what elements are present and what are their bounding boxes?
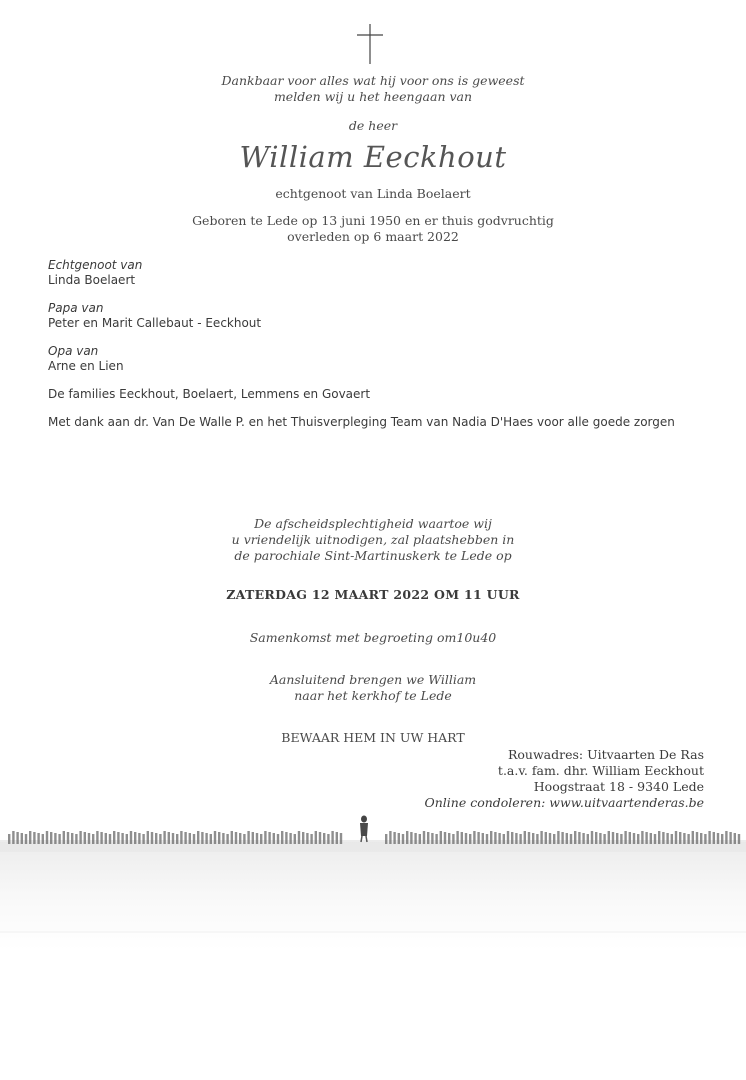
family-label: Echtgenoot van [48, 258, 143, 272]
groyne-post [536, 834, 538, 844]
groyne-post [393, 832, 395, 844]
groyne-post [591, 831, 593, 844]
groyne-post [431, 833, 433, 844]
address-line-1: Rouwadres: Uitvaarten De Ras [507, 747, 704, 762]
groyne-post [92, 834, 94, 844]
intro-text [0, 73, 746, 105]
groyne-post [100, 832, 102, 844]
groyne-post [675, 831, 677, 844]
birth-death-text [0, 213, 746, 245]
family-label: Opa van [48, 344, 99, 358]
groyne-post [440, 831, 442, 844]
groyne-post [147, 831, 149, 844]
spouse-line: echtgenoot van Linda Boelaert [275, 186, 471, 201]
groyne-post [700, 833, 702, 844]
groyne-post [277, 834, 279, 844]
groyne-post [239, 833, 241, 844]
groyne-post [679, 832, 681, 844]
groyne-post [721, 834, 723, 844]
groyne-post [126, 834, 128, 844]
groyne-post [315, 831, 317, 844]
groyne-post [12, 831, 14, 844]
groyne-post [142, 834, 144, 844]
groyne-post [519, 834, 521, 844]
groyne-post [88, 833, 90, 844]
ceremony-date: ZATERDAG 12 MAART 2022 OM 11 UUR [226, 587, 520, 602]
groyne-post [294, 834, 296, 844]
groyne-post [687, 834, 689, 844]
groyne-post [616, 833, 618, 844]
groyne-post [410, 832, 412, 844]
groyne-post [46, 831, 48, 844]
groyne-post [96, 831, 98, 844]
groyne-post [456, 831, 458, 844]
groyne-post [42, 834, 44, 844]
groyne-post [302, 832, 304, 844]
groyne-post [21, 833, 23, 844]
ceremony-line-1: De afscheidsplechtigheid waartoe wij [254, 516, 492, 531]
groyne-post [319, 832, 321, 844]
groyne-post [306, 833, 308, 844]
groyne-post [222, 833, 224, 844]
groyne-post [406, 831, 408, 844]
groyne-post [67, 832, 69, 844]
groyne-post [16, 832, 18, 844]
deceased-name: William Eeckhout [239, 140, 507, 174]
groyne-post [595, 832, 597, 844]
groyne-post [130, 831, 132, 844]
ceremony-line-3: de parochiale Sint-Martinuskerk te Lede op [234, 548, 512, 563]
groyne-post [79, 831, 81, 844]
groyne-post [704, 834, 706, 844]
groyne-post [452, 834, 454, 844]
groyne-post [273, 833, 275, 844]
family-entry-children [48, 301, 261, 331]
groyne-post [189, 833, 191, 844]
groyne-post [398, 833, 400, 844]
groyne-post [331, 831, 333, 844]
groyne-post [218, 832, 220, 844]
groyne-post [608, 831, 610, 844]
groyne-post [553, 834, 555, 844]
groyne-post [25, 834, 27, 844]
groyne-post [511, 832, 513, 844]
groyne-post [235, 832, 237, 844]
groyne-post [113, 831, 115, 844]
groyne-post [121, 833, 123, 844]
family-label: Papa van [48, 301, 104, 315]
groyne-post [197, 831, 199, 844]
groyne-post [566, 833, 568, 844]
family-entry-grandchildren [48, 344, 124, 374]
groyne-post [603, 834, 605, 844]
groyne-post [385, 834, 387, 844]
groyne-post [734, 833, 736, 844]
groyne-post [214, 831, 216, 844]
groyne-post [620, 834, 622, 844]
groyne-post [105, 833, 107, 844]
groyne-post [63, 831, 65, 844]
groyne-post [323, 833, 325, 844]
groyne-post [641, 831, 643, 844]
groyne-post [658, 831, 660, 844]
groyne-post [435, 834, 437, 844]
groyne-post [54, 833, 56, 844]
address-line-4: Online condoleren: www.uitvaartenderas.be [424, 795, 704, 810]
groyne-post [29, 831, 31, 844]
groyne-post [71, 833, 73, 844]
groyne-post [172, 833, 174, 844]
groyne-post [515, 833, 517, 844]
groyne-post [494, 832, 496, 844]
groyne-post [582, 833, 584, 844]
groyne-post [713, 832, 715, 844]
groyne-post [252, 832, 254, 844]
groyne-post [729, 832, 731, 844]
thanks-line: Met dank aan dr. Van De Walle P. en het Thuisverpleging Team van Nadia D'Haes voor alle goede zorgen [48, 415, 675, 429]
groyne-post [205, 833, 207, 844]
groyne-post [155, 833, 157, 844]
groyne-post [578, 832, 580, 844]
groyne-post [176, 834, 178, 844]
groyne-post [37, 833, 39, 844]
groyne-post [193, 834, 195, 844]
groyne-post [692, 831, 694, 844]
groyne-post [84, 832, 86, 844]
groyne-post [33, 832, 35, 844]
groyne-post [427, 832, 429, 844]
groyne-post [645, 832, 647, 844]
groyne-post [587, 834, 589, 844]
groyne-post [184, 832, 186, 844]
groyne-post [574, 831, 576, 844]
groyne-post [532, 833, 534, 844]
groyne-post [336, 832, 338, 844]
groyne-post [256, 833, 258, 844]
groyne-post [490, 831, 492, 844]
burial-line-1: Aansluitend brengen we William [269, 672, 477, 687]
groyne-post [540, 831, 542, 844]
groyne-post [545, 832, 547, 844]
family-entry-spouse [48, 258, 142, 288]
groyne-post [210, 834, 212, 844]
address-line-2: t.a.v. fam. dhr. William Eeckhout [497, 763, 704, 778]
groyne-post [402, 834, 404, 844]
ceremony-line-2: u vriendelijk uitnodigen, zal plaatshebben in [231, 532, 515, 547]
groyne-post [180, 831, 182, 844]
groyne-post [524, 831, 526, 844]
groyne-post [717, 833, 719, 844]
groyne-post [226, 834, 228, 844]
groyne-post [696, 832, 698, 844]
groyne-post [465, 833, 467, 844]
groyne-post [281, 831, 283, 844]
groyne-post [201, 832, 203, 844]
groyne-post [570, 834, 572, 844]
groyne-post [708, 831, 710, 844]
groyne-post [624, 831, 626, 844]
groyne-post [654, 834, 656, 844]
groyne-post [389, 831, 391, 844]
groyne-post [260, 834, 262, 844]
groyne-post [168, 832, 170, 844]
groyne-post [444, 832, 446, 844]
birth-line-1: Geboren te Lede op 13 juni 1950 en er thuis godvruchtig [192, 213, 554, 228]
groyne-post [268, 832, 270, 844]
groyne-post [340, 833, 342, 844]
groyne-post [561, 832, 563, 844]
groyne-post [557, 831, 559, 844]
families-line: De families Eeckhout, Boelaert, Lemmens en Govaert [48, 387, 371, 401]
groyne-post [498, 833, 500, 844]
groyne-post [117, 832, 119, 844]
groyne-post [666, 833, 668, 844]
groyne-post [486, 834, 488, 844]
groyne-post [738, 834, 740, 844]
groyne-post [298, 831, 300, 844]
groyne-post [310, 834, 312, 844]
groyne-post [507, 831, 509, 844]
family-value: Peter en Marit Callebaut - Eeckhout [48, 316, 262, 330]
groyne-post [637, 834, 639, 844]
groyne-post [109, 834, 111, 844]
honorific: de heer [348, 118, 398, 133]
beach-illustration [0, 800, 746, 950]
burial-text [0, 672, 746, 704]
cross-icon [354, 22, 386, 66]
groyne-post [473, 831, 475, 844]
groyne-post [50, 832, 52, 844]
groyne-post [247, 831, 249, 844]
groyne-post [469, 834, 471, 844]
groyne-post [414, 833, 416, 844]
groyne-post [8, 834, 10, 844]
groyne-post [650, 833, 652, 844]
groyne-post [503, 834, 505, 844]
groyne-post [477, 832, 479, 844]
ceremony-text [0, 516, 746, 564]
family-value: Arne en Lien [48, 359, 124, 373]
groyne-post [159, 834, 161, 844]
burial-line-2: naar het kerkhof te Lede [294, 688, 452, 703]
meeting-line: Samenkomst met begroeting om10u40 [249, 630, 497, 645]
groyne-post [725, 831, 727, 844]
birth-line-2: overleden op 6 maart 2022 [287, 229, 459, 244]
groyne-post [662, 832, 664, 844]
groyne-post [285, 832, 287, 844]
groyne-post [243, 834, 245, 844]
groyne-post [528, 832, 530, 844]
groyne-post [151, 832, 153, 844]
groyne-post [633, 833, 635, 844]
groyne-post [58, 834, 60, 844]
groyne-post [671, 834, 673, 844]
groyne-post [599, 833, 601, 844]
intro-line-2: melden wij u het heengaan van [273, 89, 473, 104]
groyne-post [327, 834, 329, 844]
motto: BEWAAR HEM IN UW HART [281, 730, 465, 745]
groyne-post [264, 831, 266, 844]
groyne-post [461, 832, 463, 844]
family-value: Linda Boelaert [48, 273, 136, 287]
groyne-post [612, 832, 614, 844]
groyne-post [138, 833, 140, 844]
groyne-post [289, 833, 291, 844]
intro-line-1: Dankbaar voor alles wat hij voor ons is geweest [221, 73, 525, 88]
groyne-post [549, 833, 551, 844]
groyne-post [134, 832, 136, 844]
walking-figure [360, 816, 368, 843]
groyne-post [683, 833, 685, 844]
groyne-post [482, 833, 484, 844]
groyne-post [629, 832, 631, 844]
groyne-post [419, 834, 421, 844]
groyne-post [75, 834, 77, 844]
groyne-post [231, 831, 233, 844]
groyne-post [163, 831, 165, 844]
groyne-post [423, 831, 425, 844]
groyne-post [448, 833, 450, 844]
address-line-3: Hoogstraat 18 - 9340 Lede [533, 779, 704, 794]
